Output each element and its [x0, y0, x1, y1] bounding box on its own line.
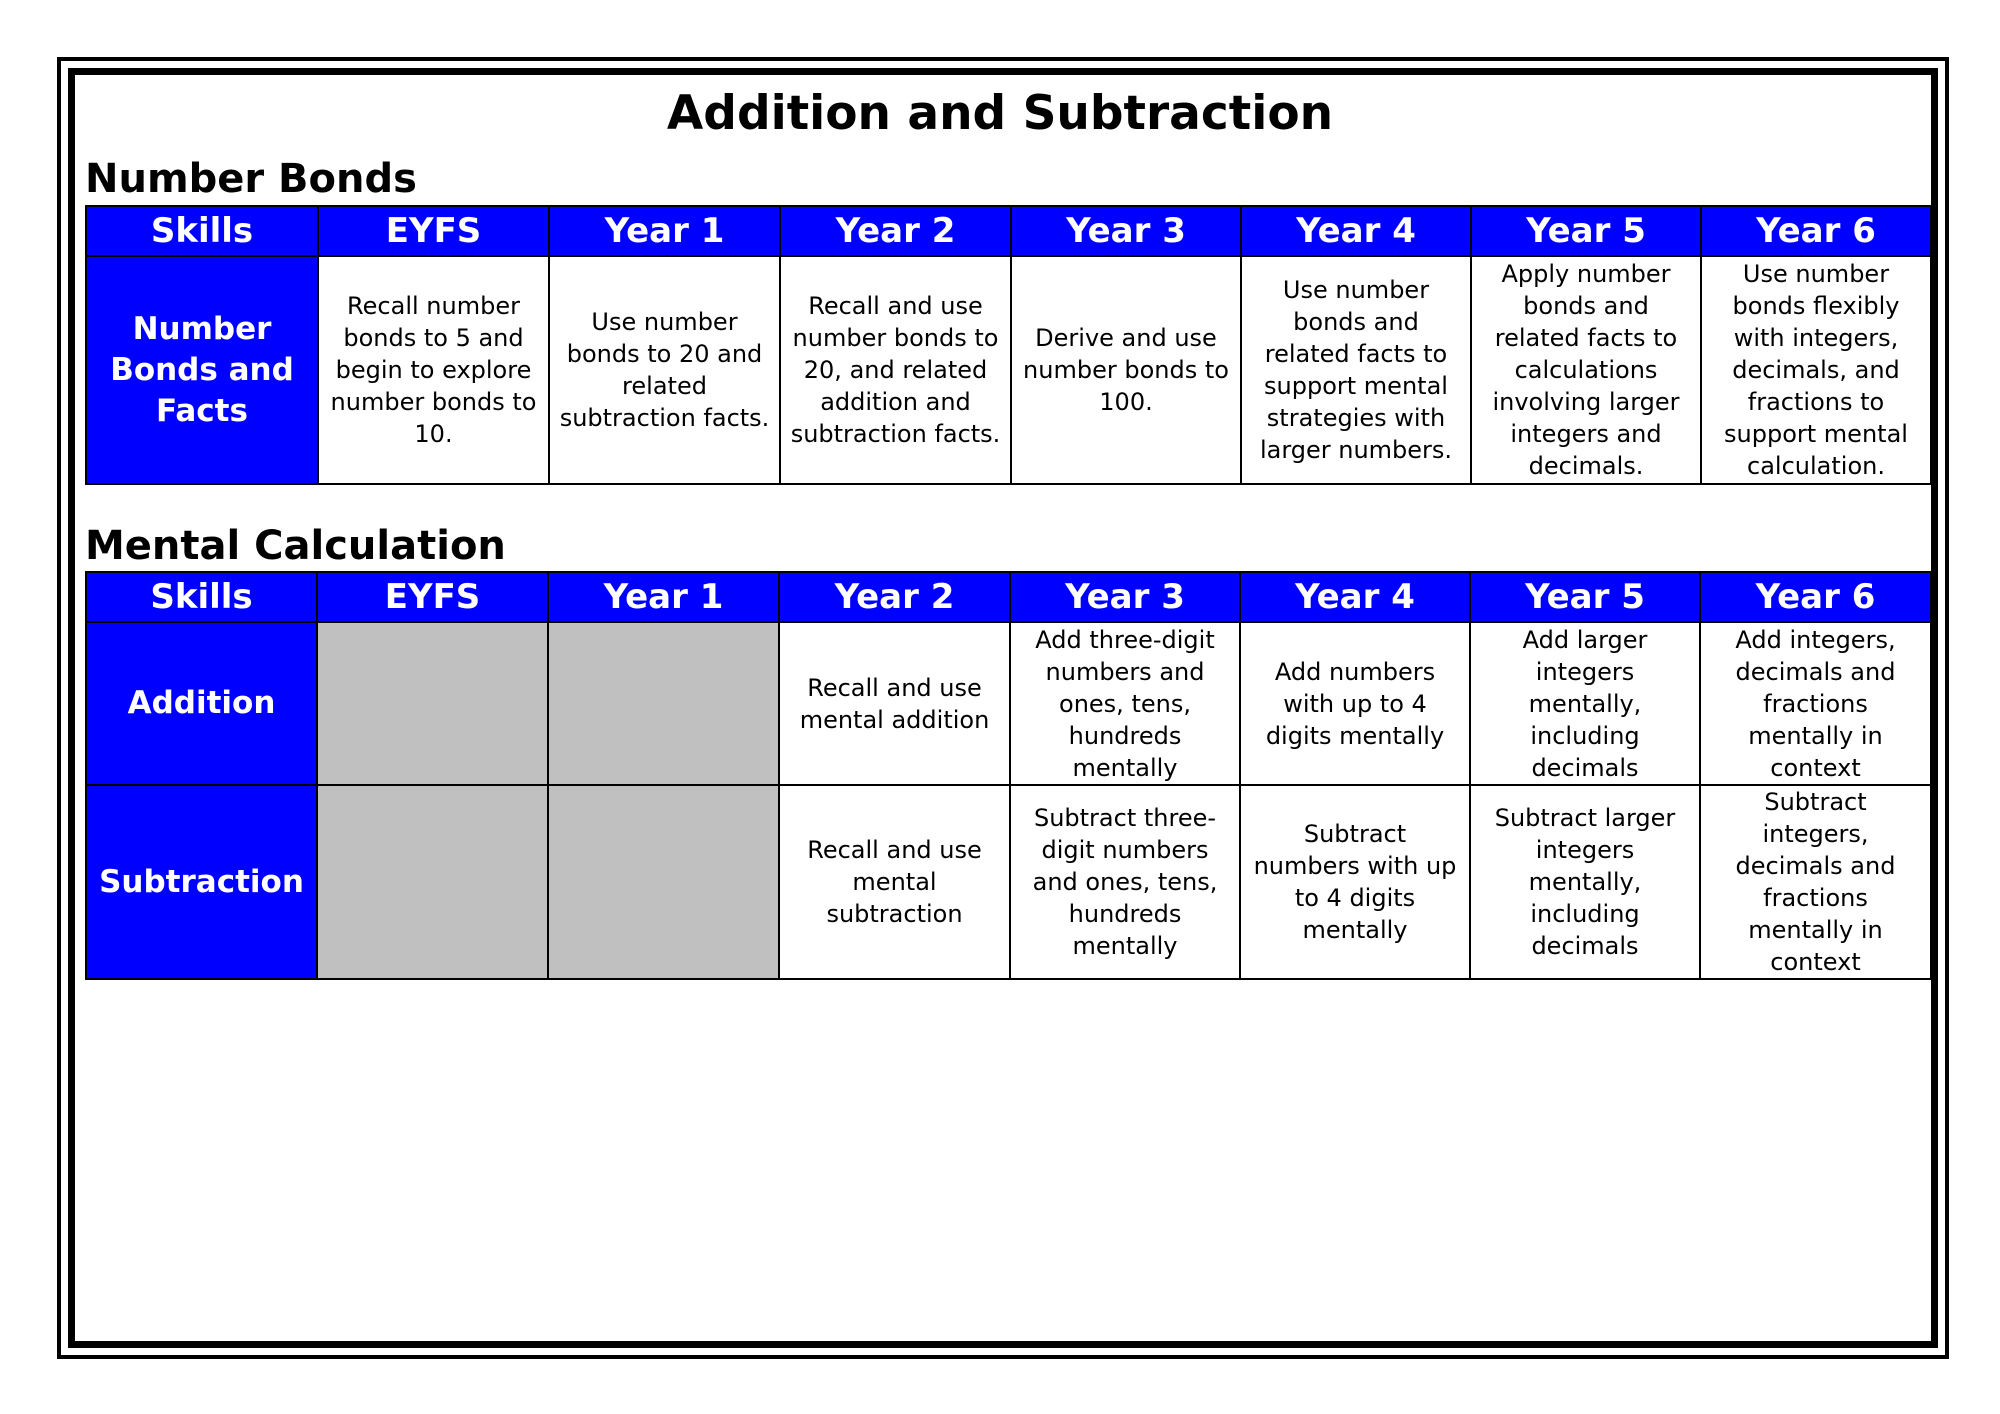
mental-calculation-table [85, 571, 1932, 980]
table-cell: Add integers, decimals and fractions mentally in context [1700, 622, 1931, 785]
table-cell: Recall number bonds to 5 and begin to explore number bonds to 10. [318, 256, 549, 484]
table-cell: Use number bonds to 20 and related subtraction facts. [549, 256, 780, 484]
table-row [86, 622, 1931, 785]
empty-cell [317, 785, 548, 979]
column-header-year-4: Year 4 [1240, 572, 1470, 622]
table-cell: Use number bonds flexibly with integers, decimals, and fractions to support mental calculation. [1701, 256, 1931, 484]
table-cell: Recall and use mental subtraction [779, 785, 1010, 979]
table-cell: Derive and use number bonds to 100. [1011, 256, 1241, 484]
column-header-skills: Skills [86, 206, 318, 256]
column-header-skills: Skills [86, 572, 317, 622]
table-cell: Recall and use number bonds to 20, and related addition and subtraction facts. [780, 256, 1011, 484]
table-header-row [86, 206, 1931, 256]
table-cell: Add larger integers mentally, including decimals [1470, 622, 1700, 785]
section-heading-mental-calculation: Mental Calculation [85, 523, 506, 569]
column-header-year-6: Year 6 [1701, 206, 1931, 256]
empty-cell [548, 785, 779, 979]
skill-cell-subtraction: Subtraction [86, 785, 317, 979]
skill-cell-number-bonds-and-facts: Number Bonds and Facts [86, 256, 318, 484]
column-header-eyfs: EYFS [317, 572, 548, 622]
column-header-eyfs: EYFS [318, 206, 549, 256]
column-header-year-6: Year 6 [1700, 572, 1931, 622]
table-cell: Subtract three-digit numbers and ones, tens, hundreds mentally [1010, 785, 1240, 979]
document-title: Addition and Subtraction [666, 86, 1334, 141]
table-cell: Apply number bonds and related facts to calculations involving larger integers and decimals. [1471, 256, 1701, 484]
column-header-year-2: Year 2 [780, 206, 1011, 256]
table-cell: Subtract larger integers mentally, including decimals [1470, 785, 1700, 979]
empty-cell [317, 622, 548, 785]
empty-cell [548, 622, 779, 785]
table-cell: Add numbers with up to 4 digits mentally [1240, 622, 1470, 785]
column-header-year-1: Year 1 [548, 572, 779, 622]
column-header-year-3: Year 3 [1011, 206, 1241, 256]
number-bonds-table [85, 205, 1932, 485]
column-header-year-5: Year 5 [1471, 206, 1701, 256]
table-header-row [86, 572, 1931, 622]
column-header-year-2: Year 2 [779, 572, 1010, 622]
column-header-year-5: Year 5 [1470, 572, 1700, 622]
column-header-year-4: Year 4 [1241, 206, 1471, 256]
table-cell: Use number bonds and related facts to support mental strategies with larger numbers. [1241, 256, 1471, 484]
table-row [86, 785, 1931, 979]
table-row [86, 256, 1931, 484]
table-cell: Add three-digit numbers and ones, tens, hundreds mentally [1010, 622, 1240, 785]
table-cell: Subtract numbers with up to 4 digits mentally [1240, 785, 1470, 979]
section-heading-number-bonds: Number Bonds [85, 156, 417, 202]
skill-cell-addition: Addition [86, 622, 317, 785]
column-header-year-1: Year 1 [549, 206, 780, 256]
table-cell: Subtract integers, decimals and fractions mentally in context [1700, 785, 1931, 979]
column-header-year-3: Year 3 [1010, 572, 1240, 622]
table-cell: Recall and use mental addition [779, 622, 1010, 785]
